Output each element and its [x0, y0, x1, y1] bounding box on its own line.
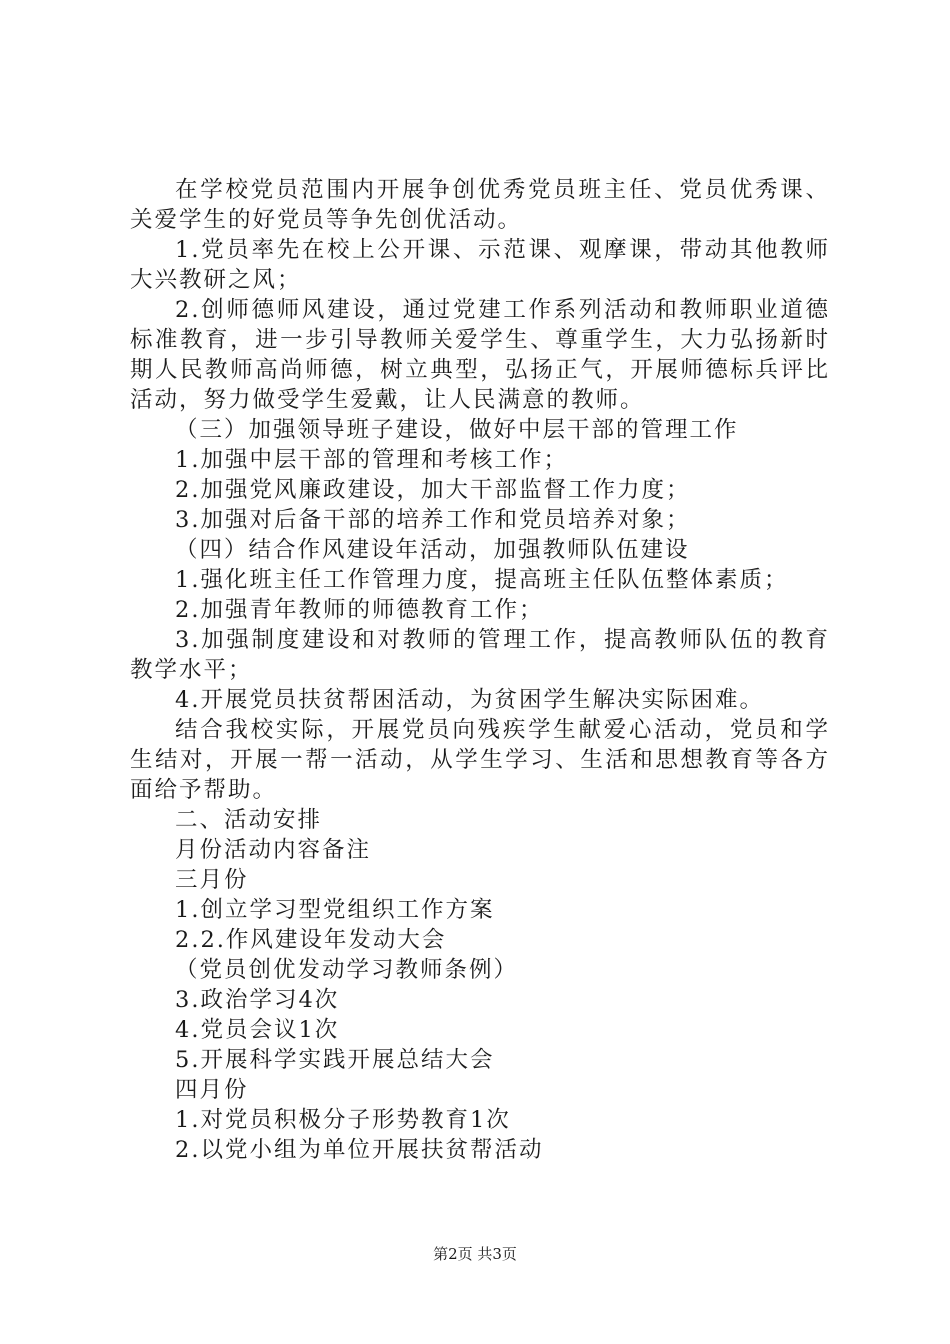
- section-heading-4: （四）结合作风建设年活动，加强教师队伍建设: [175, 537, 690, 563]
- list-item: 2.加强青年教师的师德教育工作；: [175, 597, 544, 623]
- page-footer: 第2页 共3页: [433, 1245, 517, 1263]
- list-item: 1.强化班主任工作管理力度，提高班主任队伍整体素质；: [175, 567, 789, 593]
- list-item: 3.政治学习4次: [175, 987, 340, 1013]
- month-label-april: 四月份: [175, 1077, 249, 1103]
- list-item: （党员创优发动学习教师条例）: [175, 957, 519, 983]
- list-item: 1.创立学习型党组织工作方案: [175, 897, 495, 923]
- list-item: 2.加强党风廉政建设，加大干部监督工作力度；: [175, 477, 691, 503]
- paragraph-intro: 在学校党员范围内开展争创优秀党员班主任、党员优秀课、关爱学生的好党员等争先创优活动。: [130, 177, 830, 233]
- list-item: 1.加强中层干部的管理和考核工作；: [175, 447, 568, 473]
- section-heading-3: （三）加强领导班子建设，做好中层干部的管理工作: [175, 417, 739, 443]
- list-item: 2.2.作风建设年发动大会: [175, 927, 447, 953]
- paragraph-item-1: 1.党员率先在校上公开课、示范课、观摩课，带动其他教师大兴教研之风；: [130, 237, 830, 293]
- document-body: [130, 175, 830, 1165]
- paragraph-item-2: 2.创师德师风建设，通过党建工作系列活动和教师职业道德标准教育，进一步引导教师关爱学生、尊重学生，大力弘扬新时期人民教师高尚师德，树立典型，弘扬正气，开展师德标兵评比活动，努力做受学生爱戴，让人民满意的教师。: [130, 297, 830, 413]
- list-item: 2.以党小组为单位开展扶贫帮活动: [175, 1137, 544, 1163]
- closing-paragraph: 结合我校实际，开展党员向残疾学生献爱心活动，党员和学生结对，开展一帮一活动，从学生学习、生活和思想教育等各方面给予帮助。: [130, 717, 830, 803]
- list-item: 4.开展党员扶贫帮困活动，为贫困学生解决实际困难。: [175, 687, 764, 713]
- month-label-march: 三月份: [175, 867, 249, 893]
- list-item: 3.加强对后备干部的培养工作和党员培养对象；: [175, 507, 691, 533]
- schedule-heading: 二、活动安排: [175, 807, 323, 833]
- list-item: 4.党员会议1次: [175, 1017, 340, 1043]
- list-item: 1.对党员积极分子形势教育1次: [175, 1107, 511, 1133]
- list-item: 3.加强制度建设和对教师的管理工作，提高教师队伍的教育教学水平；: [130, 627, 830, 683]
- list-item: 5.开展科学实践开展总结大会: [175, 1047, 495, 1073]
- schedule-table-header: 月份活动内容备注: [175, 837, 372, 863]
